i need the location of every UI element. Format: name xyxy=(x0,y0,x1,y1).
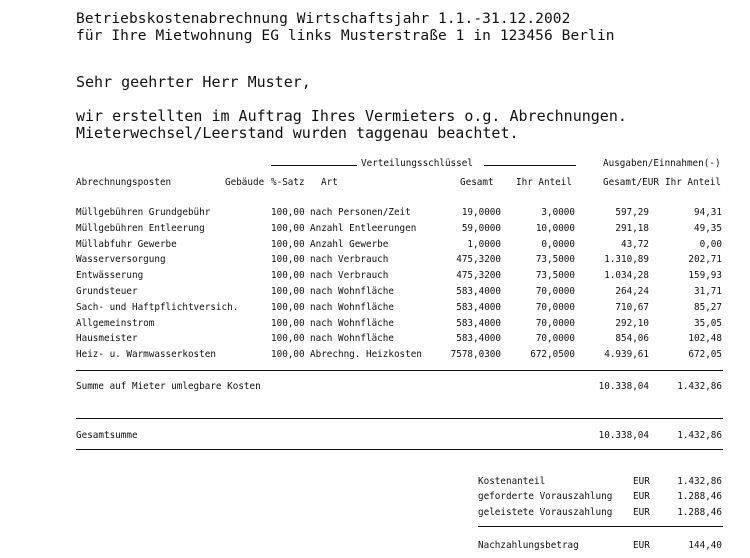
cell-art: nach Wohnfläche xyxy=(310,317,394,329)
group-header-ausgaben: Ausgaben/Einnahmen(-) xyxy=(603,158,721,169)
cell-anteil: 10,0000 xyxy=(535,222,575,234)
cell-gesamt: 583,4000 xyxy=(456,317,501,329)
cell-gesamt: 583,4000 xyxy=(456,286,501,297)
subtotal-label: Summe auf Mieter umlegbare Kosten xyxy=(76,381,261,392)
cell-satz: 100,00 xyxy=(271,349,305,361)
cell-art: nach Wohnfläche xyxy=(310,301,394,313)
cell-posten: Heiz- u. Warmwasserkosten xyxy=(76,349,216,361)
cell-ihr-anteil: 49,35 xyxy=(694,222,722,234)
cell-gesamt: 1,0000 xyxy=(467,238,501,250)
cell-posten: Müllgebühren Grundgebühr xyxy=(76,207,211,218)
cell-anteil: 3,0000 xyxy=(541,207,575,218)
cell-ihr-anteil: 0,00 xyxy=(699,238,722,250)
cell-satz: 100,00 xyxy=(271,207,305,218)
subtotal-ihr-anteil: 1.432,86 xyxy=(677,381,722,392)
nachzahlung-label: Nachzahlungsbetrag xyxy=(478,540,579,551)
cell-gesamt-eur: 43,72 xyxy=(621,238,649,250)
cell-satz: 100,00 xyxy=(271,317,305,329)
cell-gesamt: 583,4000 xyxy=(456,301,501,313)
cell-posten: Entwässerung xyxy=(76,270,144,282)
cell-anteil: 70,0000 xyxy=(535,333,575,345)
column-header-anteil: Ihr Anteil xyxy=(516,177,572,188)
cell-gesamt-eur: 710,67 xyxy=(615,301,649,313)
rule-above-total xyxy=(76,418,723,419)
cell-anteil: 70,0000 xyxy=(535,317,575,329)
cell-posten: Hausmeister xyxy=(76,333,138,345)
group-header-verteilung: Verteilungsschlüssel xyxy=(361,158,473,169)
cell-gesamt-eur: 292,10 xyxy=(615,317,649,329)
cell-art: Anzahl Gewerbe xyxy=(310,238,389,250)
cell-ihr-anteil: 31,71 xyxy=(694,286,722,297)
cell-art: nach Wohnfläche xyxy=(310,286,394,297)
cell-gesamt-eur: 1.310,89 xyxy=(604,254,649,266)
column-header-gebaeude: Gebäude xyxy=(225,177,265,188)
cell-satz: 100,00 xyxy=(271,286,305,297)
summary-label-geleistet: geleistete Vorauszahlung xyxy=(478,507,613,518)
column-header-gesamt: Gesamt xyxy=(460,177,494,188)
summary-value-kostenanteil: 1.432,86 xyxy=(677,476,722,487)
cell-ihr-anteil: 202,71 xyxy=(688,254,722,266)
cell-ihr-anteil: 102,48 xyxy=(688,333,722,345)
cell-satz: 100,00 xyxy=(271,254,305,266)
cell-art: nach Wohnfläche xyxy=(310,333,394,345)
summary-value-geleistet: 1.288,46 xyxy=(677,507,722,518)
cell-gesamt: 19,0000 xyxy=(461,207,501,218)
cell-posten: Wasserversorgung xyxy=(76,254,166,266)
cell-gesamt-eur: 4.939,61 xyxy=(604,349,649,361)
cell-posten: Allgemeinstrom xyxy=(76,317,155,329)
statement-title: Betriebskostenabrechnung Wirtschaftsjahr 1.1.-31.12.2002 xyxy=(76,11,571,27)
rule-above-subtotal xyxy=(76,370,723,371)
group-rule-left xyxy=(271,165,357,166)
cell-satz: 100,00 xyxy=(271,301,305,313)
cell-ihr-anteil: 94,31 xyxy=(694,207,722,218)
cell-art: Abrechng. Heizkosten xyxy=(310,349,422,361)
cell-posten: Sach- und Haftpflichtversich. xyxy=(76,301,239,313)
cell-art: nach Personen/Zeit xyxy=(310,207,411,218)
cell-art: nach Verbrauch xyxy=(310,270,389,282)
cell-ihr-anteil: 159,93 xyxy=(688,270,722,282)
cell-satz: 100,00 xyxy=(271,270,305,282)
cell-gesamt-eur: 597,29 xyxy=(615,207,649,218)
cell-ihr-anteil: 85,27 xyxy=(694,301,722,313)
cell-art: nach Verbrauch xyxy=(310,254,389,266)
nachzahlung-value: 144,40 xyxy=(688,540,722,551)
rule-below-total xyxy=(76,449,723,450)
column-header-gesamt-eur: Gesamt/EUR xyxy=(603,177,659,188)
summary-label-kostenanteil: Kostenanteil xyxy=(478,476,546,487)
cell-posten: Grundsteuer xyxy=(76,286,138,297)
cell-gesamt: 7578,0300 xyxy=(450,349,501,361)
total-label: Gesamtsumme xyxy=(76,430,138,441)
cell-art: Anzahl Entleerungen xyxy=(310,222,417,234)
cell-anteil: 73,5000 xyxy=(535,270,575,282)
summary-value-gefordert: 1.288,46 xyxy=(677,491,722,502)
nachzahlung-currency: EUR xyxy=(633,540,650,551)
letter-body-line-1: wir erstellten im Auftrag Ihres Vermieters o.g. Abrechnungen. xyxy=(76,107,627,125)
total-ihr-anteil: 1.432,86 xyxy=(677,430,722,441)
cell-anteil: 70,0000 xyxy=(535,286,575,297)
rule-above-nachzahlung xyxy=(478,526,723,527)
cell-satz: 100,00 xyxy=(271,333,305,345)
subtotal-gesamt-eur: 10.338,04 xyxy=(598,381,649,392)
salutation: Sehr geehrter Herr Muster, xyxy=(76,73,311,91)
cell-posten: Müllabfuhr Gewerbe xyxy=(76,238,177,250)
cell-satz: 100,00 xyxy=(271,238,305,250)
cell-gesamt: 583,4000 xyxy=(456,333,501,345)
cell-anteil: 73,5000 xyxy=(535,254,575,266)
column-header-satz: %-Satz xyxy=(271,177,305,188)
column-header-ihr-anteil: Ihr Anteil xyxy=(665,177,721,188)
cell-ihr-anteil: 672,05 xyxy=(688,349,722,361)
cell-anteil: 672,0500 xyxy=(530,349,575,361)
statement-subtitle: für Ihre Mietwohnung EG links Musterstraße 1 in 123456 Berlin xyxy=(76,28,615,44)
summary-currency-geleistet: EUR xyxy=(633,507,650,518)
cell-gesamt: 475,3200 xyxy=(456,270,501,282)
cell-gesamt: 475,3200 xyxy=(456,254,501,266)
cell-posten: Müllgebühren Entleerung xyxy=(76,222,205,234)
cell-anteil: 0,0000 xyxy=(541,238,575,250)
summary-currency-kostenanteil: EUR xyxy=(633,476,650,487)
cell-gesamt-eur: 1.034,28 xyxy=(604,270,649,282)
letter-body-line-2: Mieterwechsel/Leerstand wurden taggenau beachtet. xyxy=(76,124,519,142)
cell-anteil: 70,0000 xyxy=(535,301,575,313)
total-gesamt-eur: 10.338,04 xyxy=(598,430,649,441)
cell-gesamt-eur: 291,18 xyxy=(615,222,649,234)
cell-gesamt-eur: 264,24 xyxy=(615,286,649,297)
summary-label-gefordert: geforderte Vorauszahlung xyxy=(478,491,613,502)
cell-gesamt-eur: 854,06 xyxy=(615,333,649,345)
cell-satz: 100,00 xyxy=(271,222,305,234)
cell-gesamt: 59,0000 xyxy=(461,222,501,234)
summary-currency-gefordert: EUR xyxy=(633,491,650,502)
column-header-posten: Abrechnungsposten xyxy=(76,177,172,188)
group-rule-right xyxy=(484,165,576,166)
column-header-art: Art xyxy=(321,177,338,188)
cell-ihr-anteil: 35,05 xyxy=(694,317,722,329)
